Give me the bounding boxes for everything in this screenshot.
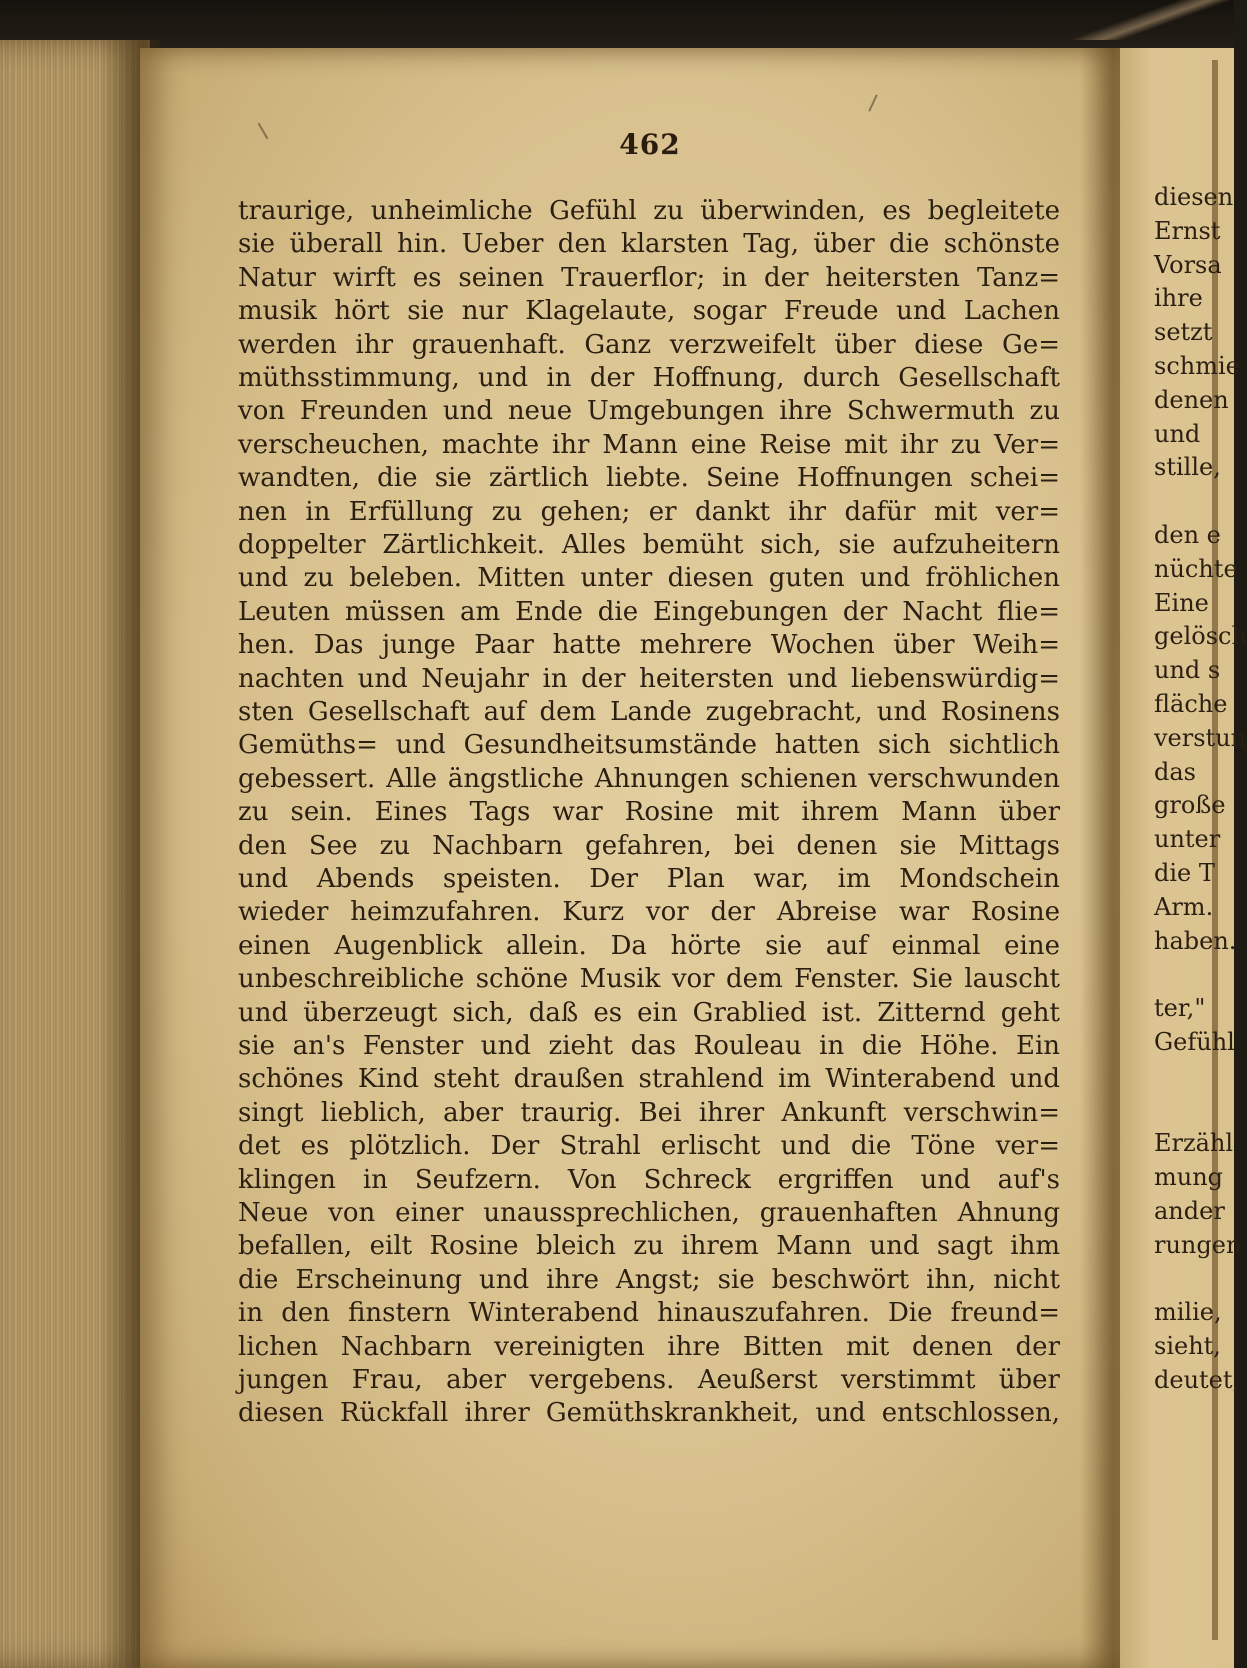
text-line: singt lieblich, aber traurig. Bei ihrer Ankunft verschwin= <box>238 1098 1060 1128</box>
facing-text-fragment: setzt <box>1154 318 1213 346</box>
text-line: einen Augenblick allein. Da hörte sie auf einmal eine <box>238 931 1060 961</box>
facing-text-fragment: Ernst <box>1154 217 1221 245</box>
facing-text-fragment: Gefühl <box>1154 1028 1235 1056</box>
binding-string <box>1070 0 1230 40</box>
text-line: Neue von einer unaussprechlichen, grauenhaften Ahnung <box>238 1198 1060 1228</box>
text-line: und Abends speisten. Der Plan war, im Mondschein <box>238 864 1060 894</box>
text-line: Leuten müssen am Ende die Eingebungen der Nacht flie= <box>238 597 1060 627</box>
text-line: sie an's Fenster und zieht das Rouleau in die Höhe. Ein <box>238 1031 1060 1061</box>
text-line: schönes Kind steht draußen strahlend im Winterabend und <box>238 1064 1060 1094</box>
facing-text-fragment: und <box>1154 420 1201 448</box>
text-line: gebessert. Alle ängstliche Ahnungen schienen verschwunden <box>238 764 1060 794</box>
facing-text-fragment: den e <box>1154 521 1221 549</box>
facing-text-fragment: mung <box>1154 1163 1224 1191</box>
text-line: von Freunden und neue Umgebungen ihre Schwermuth zu <box>238 396 1060 426</box>
facing-text-fragment: schmie <box>1154 352 1240 380</box>
text-line: sie überall hin. Ueber den klarsten Tag, über die schönste <box>238 229 1060 259</box>
text-line: det es plötzlich. Der Strahl erlischt und die Töne ver= <box>238 1131 1060 1161</box>
text-line: nachten und Neujahr in der heitersten und liebenswürdig= <box>238 664 1060 694</box>
facing-text-fragment: und s <box>1154 656 1221 684</box>
text-line: unbeschreibliche schöne Musik vor dem Fenster. Sie lauscht <box>238 964 1060 994</box>
text-line: und überzeugt sich, daß es ein Grablied ist. Zitternd geht <box>238 998 1060 1028</box>
text-line: in den finstern Winterabend hinauszufahren. Die freund= <box>238 1298 1060 1328</box>
facing-text-fragment: große <box>1154 791 1226 819</box>
text-line: jungen Frau, aber vergebens. Aeußerst verstimmt über <box>238 1365 1060 1395</box>
facing-text-fragment: nüchte <box>1154 555 1238 583</box>
facing-text-fragment <box>1154 484 1234 518</box>
facing-text-fragment <box>1154 957 1234 991</box>
facing-text-fragment: ihre <box>1154 284 1203 312</box>
facing-text-fragment: Vorsa <box>1154 251 1222 279</box>
facing-text-fragment <box>1154 1093 1234 1127</box>
facing-text-fragment: das <box>1154 758 1196 786</box>
facing-text-fragment: ander <box>1154 1197 1225 1225</box>
facing-text-fragment: sieht, <box>1154 1332 1221 1360</box>
facing-text-fragment: gelösch <box>1154 622 1247 650</box>
text-line: klingen in Seufzern. Von Schreck ergriffen und auf's <box>238 1165 1060 1195</box>
text-line: verscheuchen, machte ihr Mann eine Reise mit ihr zu Ver= <box>238 430 1060 460</box>
text-line: den See zu Nachbarn gefahren, bei denen sie Mittags <box>238 831 1060 861</box>
facing-text-fragment: rungen <box>1154 1231 1242 1259</box>
text-line: musik hört sie nur Klagelaute, sogar Freude und Lachen <box>238 296 1060 326</box>
text-line: Natur wirft es seinen Trauerflor; in der heitersten Tanz= <box>238 263 1060 293</box>
facing-text-fragment <box>1154 1059 1234 1093</box>
facing-text-fragment: diesen <box>1154 183 1234 211</box>
facing-text-fragment: fläche <box>1154 690 1228 718</box>
text-line: sten Gesellschaft auf dem Lande zugebracht, und Rosinens <box>238 697 1060 727</box>
facing-text-fragment: Erzähl <box>1154 1129 1234 1157</box>
facing-text-fragment: stille, <box>1154 453 1221 481</box>
text-line: traurige, unheimliche Gefühl zu überwinden, es begleitete <box>238 196 1060 226</box>
facing-text-fragment: milie, <box>1154 1298 1222 1326</box>
facing-text-fragment: Arm. <box>1154 893 1214 921</box>
facing-text-fragment: Eine <box>1154 589 1209 617</box>
text-line: befallen, eilt Rosine bleich zu ihrem Mann und sagt ihm <box>238 1231 1060 1261</box>
text-line: zu sein. Eines Tags war Rosine mit ihrem Mann über <box>238 797 1060 827</box>
text-line: Gemüths= und Gesundheitsumstände hatten sich sichtlich <box>238 730 1060 760</box>
text-line: müthsstimmung, und in der Hoffnung, durch Gesellschaft <box>238 363 1060 393</box>
text-line: lichen Nachbarn vereinigten ihre Bitten mit denen der <box>238 1332 1060 1362</box>
text-line: wandten, die sie zärtlich liebte. Seine Hoffnungen schei= <box>238 463 1060 493</box>
facing-text-fragment: verstun <box>1154 724 1247 752</box>
text-line: werden ihr grauenhaft. Ganz verzweifelt über diese Ge= <box>238 330 1060 360</box>
text-line: nen in Erfüllung zu gehen; er dankt ihr dafür mit ver= <box>238 497 1060 527</box>
facing-text-fragment: haben. <box>1154 927 1237 955</box>
facing-text-fragment: denen <box>1154 386 1229 414</box>
facing-text-fragment: ter," <box>1154 994 1206 1022</box>
text-line: hen. Das junge Paar hatte mehrere Wochen über Weih= <box>238 630 1060 660</box>
text-line: doppelter Zärtlichkeit. Alles bemüht sich, sie aufzuheitern <box>238 530 1060 560</box>
facing-text-fragment: deutet, <box>1154 1366 1241 1394</box>
text-line: wieder heimzufahren. Kurz vor der Abreise war Rosine <box>238 897 1060 927</box>
text-line: die Erscheinung und ihre Angst; sie beschwört ihn, nicht <box>238 1265 1060 1295</box>
facing-text-fragment: unter <box>1154 825 1221 853</box>
page-number: 462 <box>619 128 681 161</box>
facing-text-fragment <box>1154 1262 1234 1296</box>
text-line: diesen Rückfall ihrer Gemüthskrankheit, und entschlossen, <box>238 1398 1060 1428</box>
facing-text-fragment: die T <box>1154 859 1215 887</box>
text-line: und zu beleben. Mitten unter diesen guten und fröhlichen <box>238 563 1060 593</box>
